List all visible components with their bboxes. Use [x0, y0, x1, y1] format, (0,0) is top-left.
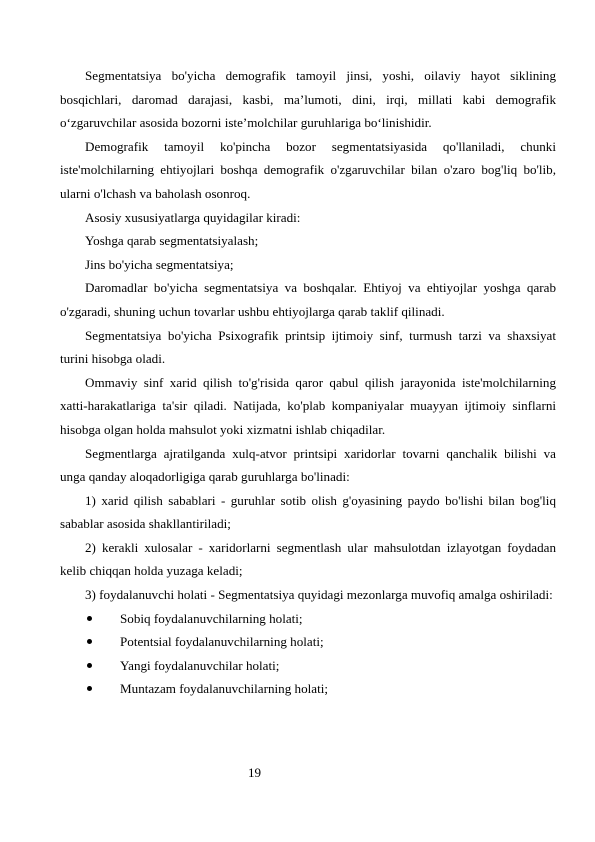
bullet-icon [87, 639, 92, 644]
paragraph: Asosiy xususiyatlarga quyidagilar kiradi: [85, 209, 301, 225]
list-item-text: Sobiq foydalanuvchilarning holati; [120, 610, 303, 626]
paragraph: 3) foydalanuvchi holati - Segmentatsiya quyidagi mezonlarga muvofiq amalga oshiriladi: [85, 587, 553, 603]
list-item [60, 654, 556, 678]
paragraph: Demografik tamoyil ko'pincha bozor segmentatsiyasida qo'llaniladi, chunki iste'molchilarning ehtiyojlari boshqa demografik o'zgaruvchilar bilan o'zaro bog'liq bo'lib, ularni o'lchash va baholash osonroq. [60, 138, 556, 201]
paragraph: Segmentatsiya bo'yicha demografik tamoyil jinsi, yoshi, oilaviy hayot siklining bosqichlari, daromad darajasi, kasbi, ma’lumoti, dini, irqi, millati kabi demografik o‘zgaruvchilar asosida bozorni iste’molchilar guruhlariga bo‘linishidir. [60, 68, 556, 131]
list-item-text: Muntazam foydalanuvchilarning holati; [120, 681, 328, 697]
paragraph: Segmentatsiya bo'yicha Psixografik printsip ijtimoiy sinf, turmush tarzi va shaxsiyat turini hisobga oladi. [60, 327, 556, 367]
bullet-list [60, 607, 556, 701]
paragraph: Segmentlarga ajratilganda xulq-atvor printsipi xaridorlar tovarni qanchalik bilishi va unga qanday aloqadorligiga qarab guruhlarga bo'linadi: [60, 445, 556, 485]
list-item-text: Yangi foydalanuvchilar holati; [120, 657, 280, 673]
bullet-icon [87, 616, 92, 621]
page-number: 19 [248, 765, 262, 780]
paragraph: Yoshga qarab segmentatsiyalash; [85, 233, 259, 249]
paragraph: Jins bo'yicha segmentatsiya; [85, 256, 234, 272]
list-item [60, 630, 556, 654]
list-item [60, 607, 556, 631]
list-item-text: Potentsial foydalanuvchilarning holati; [120, 634, 324, 650]
paragraph: 2) kerakli xulosalar - xaridorlarni segmentlash ular mahsulotdan izlayotgan foydadan kelib chiqqan holda yuzaga keladi; [60, 539, 556, 579]
paragraph: Daromadlar bo'yicha segmentatsiya va boshqalar. Ehtiyoj va ehtiyojlar yoshga qarab o'zgaradi, shuning uchun tovarlar ushbu ehtiyojlarga qarab taklif qilinadi. [60, 280, 556, 319]
paragraph: Ommaviy sinf xarid qilish to'g'risida qaror qabul qilish jarayonida iste'molchilarning xatti-harakatlariga ta'sir qiladi. Natijada, ko'plab kompaniyalar muayyan ijtimoiy sinflarni hisobga olgan holda mahsulot yoki xizmatni ishlab chiqadilar. [60, 374, 556, 437]
paragraph: 1) xarid qilish sabablari - guruhlar sotib olish g'oyasining paydo bo'lishi bilan bog'liq sabablar asosida shakllantiriladi; [60, 492, 556, 532]
list-item [60, 677, 556, 701]
bullet-icon [87, 663, 92, 668]
document-page [60, 64, 556, 701]
bullet-icon [87, 686, 92, 691]
